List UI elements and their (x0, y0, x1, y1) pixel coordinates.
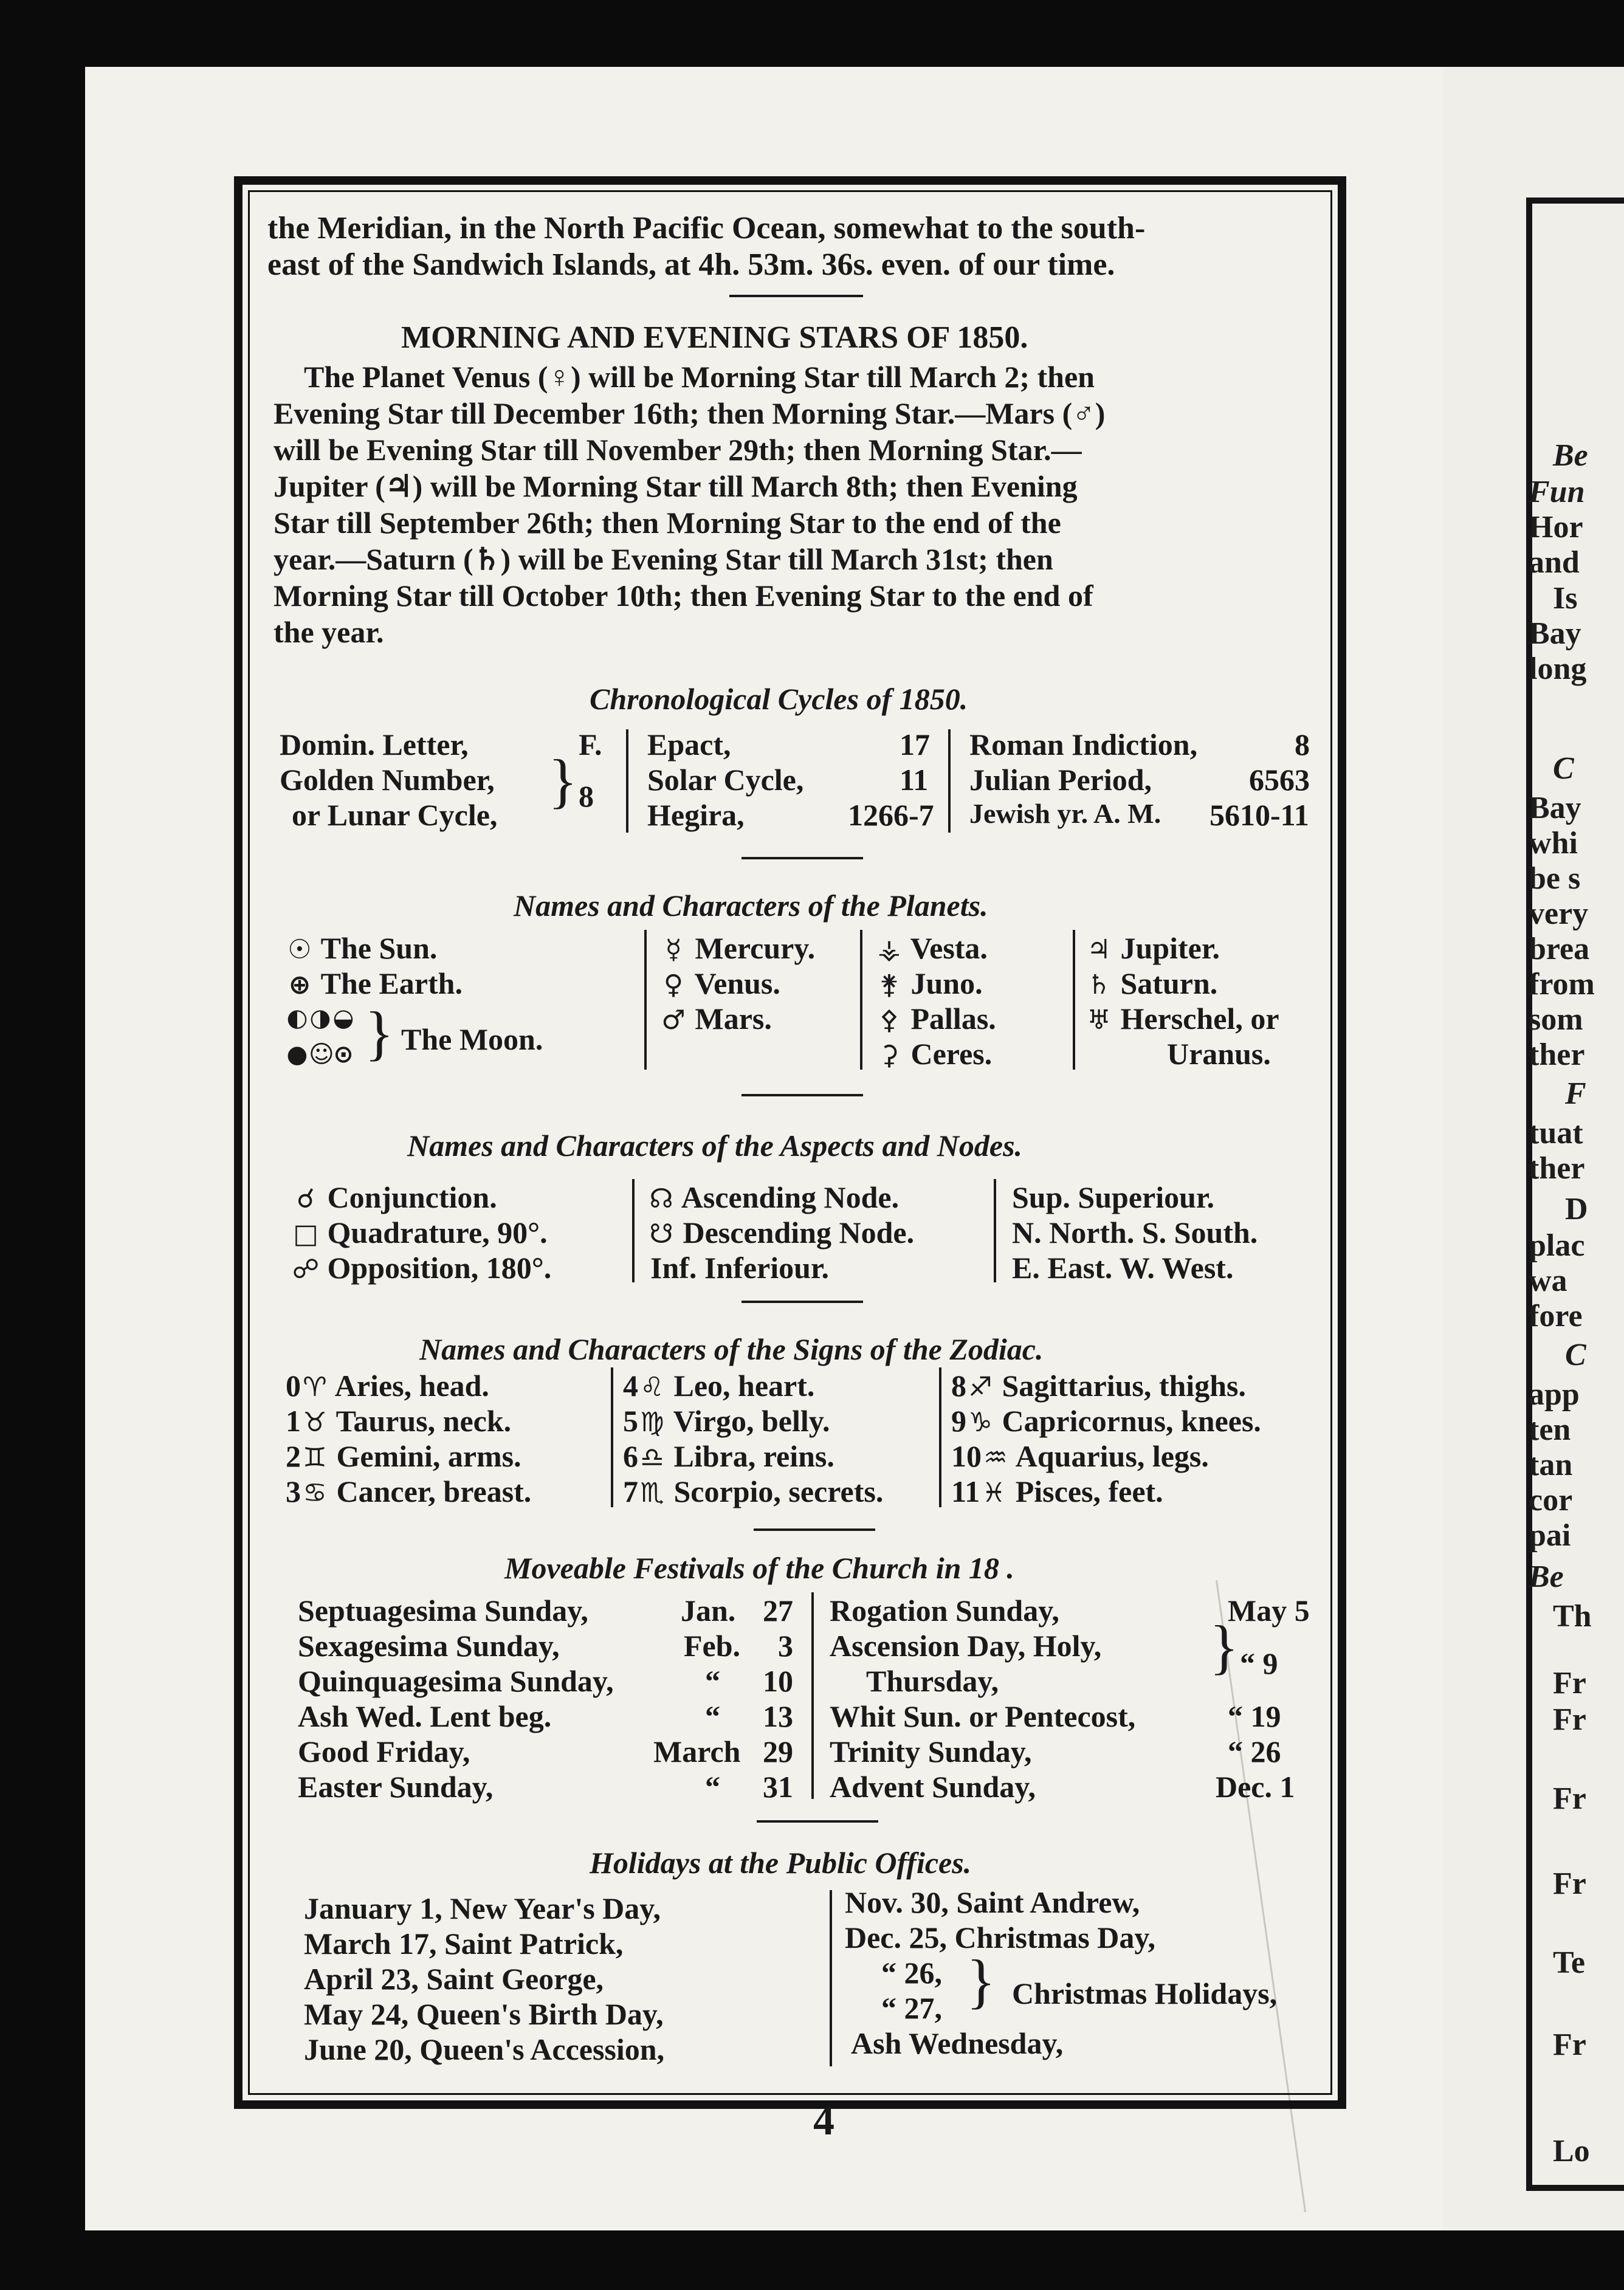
holiday-item: “ 26, (881, 1956, 942, 1990)
right-page-fragment: brea (1529, 932, 1590, 966)
planet-label: Herschel, or (1120, 1002, 1279, 1036)
saturn-icon: ♄ (1087, 969, 1111, 1000)
mercury-icon: ☿ (665, 934, 682, 965)
cycle-value: 6563 (1249, 763, 1310, 797)
zodiac-number: 8 (951, 1369, 966, 1403)
right-page-fragment: Fr (1553, 1781, 1586, 1816)
right-page-fragment: Fun (1529, 475, 1585, 509)
moon-phase-icon: ⊙ (333, 1040, 354, 1068)
holiday-item: Dec. 25, Christmas Day, (845, 1920, 1156, 1955)
holiday-item: Ash Wednesday, (851, 2026, 1064, 2060)
stars-line: Evening Star till December 16th; then Morning Star.—Mars (♂) (274, 396, 1106, 430)
zodiac-label: Cancer, breast. (336, 1474, 532, 1508)
vesta-icon: ⚶ (878, 934, 901, 965)
planet-label: Mars. (695, 1002, 772, 1036)
zodiac-number: 1 (286, 1404, 301, 1438)
cycle-label: Hegira, (647, 798, 745, 832)
abbrev-label: Sup. Superiour. (1012, 1180, 1215, 1214)
intro-line-2: east of the Sandwich Islands, at 4h. 53m. 36s. even. of our time. (267, 247, 1115, 282)
moon-phase-icons (286, 1042, 355, 1067)
node-label: Descending Node. (683, 1215, 915, 1250)
quadrature-icon: □ (293, 1219, 318, 1250)
right-page-fragment: Te (1553, 1945, 1585, 1980)
festival-label: Trinity Sunday, (830, 1735, 1032, 1769)
zodiac-number: 10 (951, 1439, 982, 1473)
zodiac-label: Pisces, feet. (1015, 1474, 1163, 1508)
holiday-item: April 23, Saint George, (304, 1962, 604, 1996)
stars-line: Morning Star till October 10th; then Evening Star to the end of (274, 579, 1093, 613)
moon-label: The Moon. (401, 1022, 543, 1056)
abbrev-label: E. East. W. West. (1012, 1251, 1234, 1285)
aspect-label: Conjunction. (327, 1180, 497, 1214)
right-page-fragment: and (1529, 545, 1580, 580)
opposition-icon: ☍ (292, 1254, 320, 1285)
zodiac-label: Leo, heart. (673, 1369, 815, 1403)
column-divider (632, 1179, 635, 1282)
zodiac-number: 6 (623, 1439, 638, 1473)
christmas-holidays-label: Christmas Holidays, (1012, 1976, 1278, 2010)
column-divider (611, 1367, 613, 1507)
right-page-fragment: Is (1553, 581, 1578, 616)
festival-month: “ (705, 1770, 720, 1804)
intro-line-1: the Meridian, in the North Pacific Ocean, somewhat to the south- (267, 211, 1146, 246)
cancer-icon: ♋ (303, 1477, 327, 1508)
zodiac-number: 3 (286, 1474, 301, 1508)
zodiac-label: Gemini, arms. (336, 1439, 521, 1473)
cycle-value: 8 (579, 779, 594, 813)
holiday-item: May 24, Queen's Birth Day, (304, 1997, 664, 2031)
right-page-fragment: Be (1553, 438, 1588, 473)
column-divider (811, 1592, 814, 1799)
right-page-fragment: ther (1529, 1151, 1585, 1186)
sun-icon: ☉ (287, 934, 312, 965)
right-page-fragment: wa (1529, 1264, 1567, 1298)
divider (741, 1094, 863, 1096)
brace-icon: } (1209, 1613, 1239, 1680)
cycle-label: Epact, (647, 727, 731, 762)
right-page-fragment: Be (1529, 1559, 1564, 1594)
cycle-label: Julian Period, (969, 763, 1152, 797)
zodiac-number: 0 (286, 1369, 301, 1403)
cycle-value: 17 (900, 727, 930, 762)
aquarius-icon: ♒ (983, 1442, 1008, 1473)
zodiac-title: Names and Characters of the Signs of the Zodiac. (419, 1332, 1044, 1366)
cycle-value: 1266-7 (848, 798, 934, 832)
festival-month: “ (705, 1664, 720, 1698)
planet-label: Ceres. (910, 1037, 993, 1071)
column-divider (939, 1367, 941, 1507)
festival-day: 13 (763, 1699, 793, 1733)
moon-phase-icon: ◐ (286, 1004, 308, 1032)
aries-icon: ♈ (303, 1372, 327, 1403)
festival-date: “ 9 (1240, 1646, 1278, 1680)
cycle-value: 11 (900, 763, 929, 797)
right-page-fragment: D (1565, 1192, 1588, 1226)
right-page-fragment: C (1565, 1338, 1586, 1372)
planet-label: Juno. (910, 966, 983, 1000)
scorpio-icon: ♏ (640, 1477, 664, 1508)
leo-icon: ♌ (640, 1372, 664, 1403)
sagittarius-icon: ♐ (968, 1372, 993, 1403)
right-page-fragment: whi (1529, 826, 1578, 861)
zodiac-label: Aquarius, legs. (1015, 1439, 1209, 1473)
stars-line: The Planet Venus (♀) will be Morning Star till March 2; then (304, 360, 1095, 394)
pisces-icon: ♓ (982, 1477, 1006, 1508)
right-page-fragment: ten (1529, 1412, 1571, 1447)
zodiac-label: Aries, head. (334, 1369, 489, 1403)
right-page-fragment: fore (1529, 1299, 1583, 1333)
column-divider (1073, 930, 1075, 1070)
festival-label: Ash Wed. Lent beg. (298, 1699, 552, 1733)
holidays-title: Holidays at the Public Offices. (590, 1846, 972, 1880)
festival-label: Advent Sunday, (830, 1770, 1036, 1804)
planet-label: Venus. (694, 966, 780, 1000)
festival-day: 27 (763, 1594, 793, 1628)
zodiac-label: Libra, reins. (673, 1439, 834, 1473)
festival-day: 3 (778, 1629, 793, 1663)
holiday-item: Nov. 30, Saint Andrew, (845, 1885, 1140, 1919)
planet-label: The Earth. (320, 966, 463, 1000)
right-page-fragment: tuat (1529, 1116, 1583, 1150)
libra-icon: ♎ (640, 1442, 664, 1473)
festival-label: Whit Sun. or Pentecost, (830, 1699, 1136, 1733)
cycle-label: Domin. Letter, (280, 727, 469, 762)
earth-icon: ⊕ (288, 969, 311, 1000)
festival-date: “ 19 (1228, 1699, 1281, 1733)
zodiac-number: 9 (951, 1404, 966, 1438)
virgo-icon: ♍ (640, 1407, 664, 1438)
zodiac-number: 5 (623, 1404, 638, 1438)
planet-label: Jupiter. (1120, 931, 1220, 965)
brace-icon: } (548, 747, 577, 814)
right-page-fragment: C (1553, 751, 1574, 786)
stars-line: year.—Saturn (♄) will be Evening Star till March 31st; then (274, 542, 1053, 576)
right-page-fragment: F (1565, 1076, 1586, 1111)
zodiac-label: Scorpio, secrets. (673, 1474, 884, 1508)
stars-line: will be Evening Star till November 29th; then Morning Star.— (274, 433, 1082, 467)
festival-day: 29 (763, 1735, 793, 1769)
right-page-fragment: Lo (1553, 2134, 1590, 2168)
divider (741, 1301, 863, 1303)
zodiac-label: Sagittarius, thighs. (1002, 1369, 1246, 1403)
right-page-fragment: Fr (1553, 2027, 1586, 2062)
right-page-fragment: Fr (1553, 1702, 1586, 1737)
festival-label: Good Friday, (298, 1735, 470, 1769)
planet-label: The Sun. (320, 931, 438, 965)
divider (741, 857, 863, 859)
festival-month: Feb. (684, 1629, 741, 1663)
holiday-item: March 17, Saint Patrick, (304, 1927, 624, 1961)
column-divider (994, 1179, 996, 1282)
festival-day: 31 (763, 1770, 793, 1804)
aspect-label: Opposition, 180°. (327, 1251, 552, 1285)
zodiac-label: Virgo, belly. (673, 1404, 830, 1438)
festival-label: Sexagesima Sunday, (298, 1629, 560, 1663)
right-page-fragment: Bay (1529, 791, 1581, 825)
planet-label: Vesta. (910, 931, 988, 965)
stars-line: Jupiter (♃) will be Morning Star till March 8th; then Evening (274, 469, 1078, 503)
moon-phase-icon: ◑ (309, 1004, 331, 1032)
planet-label: Pallas. (910, 1002, 996, 1036)
festival-label: Thursday, (866, 1664, 999, 1698)
zodiac-number: 11 (951, 1474, 980, 1508)
moon-phase-icon: ☺ (309, 1040, 334, 1068)
festival-label: Septuagesima Sunday, (298, 1594, 588, 1628)
cycle-label: Roman Indiction, (969, 727, 1198, 762)
festival-date: “ 26 (1228, 1735, 1281, 1769)
brace-icon: } (365, 999, 394, 1067)
stars-title: MORNING AND EVENING STARS OF 1850. (401, 320, 1028, 355)
herschel-icon: ♅ (1087, 1005, 1111, 1036)
right-page-fragment: ther (1529, 1037, 1585, 1072)
right-page-fragment: plac (1529, 1228, 1585, 1263)
pallas-icon: ⚴ (879, 1005, 900, 1036)
cycle-label: Jewish yr. A. M. (969, 798, 1161, 829)
taurus-icon: ♉ (303, 1407, 327, 1438)
festival-label: Ascension Day, Holy, (830, 1629, 1102, 1663)
right-page-fragment: Fr (1553, 1666, 1586, 1700)
zodiac-label: Capricornus, knees. (1002, 1404, 1261, 1438)
moon-phase-icon: ◒ (332, 1004, 354, 1032)
festival-month: “ (705, 1699, 720, 1733)
right-page-fragment: app (1529, 1377, 1580, 1412)
divider (754, 1528, 875, 1531)
column-divider (860, 930, 862, 1070)
planet-label: Saturn. (1120, 966, 1218, 1000)
aspect-label: Quadrature, 90°. (327, 1215, 548, 1250)
festival-month: March (653, 1735, 741, 1769)
zodiac-number: 2 (286, 1439, 301, 1473)
juno-icon: ⚵ (879, 969, 900, 1000)
cycles-title: Chronological Cycles of 1850. (590, 682, 968, 716)
holiday-item: “ 27, (881, 1991, 942, 2025)
festival-label: Quinquagesima Sunday, (298, 1664, 614, 1698)
right-page-fragment: from (1529, 967, 1595, 1002)
festival-date: May 5 (1228, 1594, 1310, 1628)
cycle-label: or Lunar Cycle, (292, 798, 498, 832)
column-divider (644, 930, 647, 1070)
right-page-fragment: pai (1529, 1518, 1571, 1553)
stars-line: Star till September 26th; then Morning Star to the end of the (274, 506, 1061, 540)
conjunction-icon: ☌ (297, 1183, 315, 1214)
node-label: Inf. Inferiour. (650, 1251, 830, 1285)
stars-line: the year. (274, 615, 384, 649)
brace-icon: } (966, 1947, 996, 2015)
right-page-fragment: Hor (1529, 510, 1583, 545)
capricorn-icon: ♑ (968, 1407, 993, 1438)
planets-title: Names and Characters of the Planets. (514, 889, 988, 923)
festival-day: 10 (763, 1664, 793, 1698)
right-page-fragment: be s (1529, 861, 1581, 896)
right-page-fragment: Th (1553, 1599, 1592, 1634)
right-page-fragment: Fr (1553, 1866, 1586, 1901)
divider (757, 1820, 878, 1823)
right-page-fragment: tan (1529, 1448, 1573, 1482)
right-page-fragment: som (1529, 1002, 1583, 1037)
zodiac-number: 4 (623, 1369, 638, 1403)
holiday-item: January 1, New Year's Day, (304, 1891, 661, 1925)
festivals-title: Moveable Festivals of the Church in 18 . (504, 1551, 1014, 1585)
right-page-fragment: cor (1529, 1483, 1573, 1518)
gemini-icon: ♊ (303, 1442, 327, 1473)
festival-month: Jan. (681, 1594, 736, 1628)
planet-label: Mercury. (695, 931, 816, 965)
zodiac-number: 7 (623, 1474, 638, 1508)
venus-icon: ♀ (663, 969, 684, 1000)
moon-phase-icons (286, 1006, 355, 1030)
abbrev-label: N. North. S. South. (1012, 1215, 1258, 1250)
divider (729, 295, 863, 297)
festival-label: Easter Sunday, (298, 1770, 494, 1804)
festival-label: Rogation Sunday, (830, 1594, 1059, 1628)
festival-date: Dec. 1 (1216, 1770, 1295, 1804)
mars-icon: ♂ (661, 1005, 686, 1036)
node-label: Ascending Node. (681, 1180, 900, 1214)
column-divider (830, 1890, 832, 2066)
moon-phase-icon: ● (286, 1040, 308, 1068)
right-page-fragment: long (1529, 652, 1587, 686)
column-divider (948, 729, 951, 833)
cycle-label: Golden Number, (280, 763, 495, 797)
ceres-icon: ⚳ (879, 1040, 900, 1071)
holiday-item: June 20, Queen's Accession, (304, 2032, 665, 2066)
right-page-fragment: very (1529, 896, 1589, 931)
page-number: 4 (813, 2097, 834, 2144)
cycle-value: F. (579, 727, 602, 762)
cycle-label: Solar Cycle, (647, 763, 804, 797)
zodiac-label: Taurus, neck. (335, 1404, 512, 1438)
aspects-title: Names and Characters of the Aspects and Nodes. (407, 1129, 1023, 1163)
right-page-fragment: Bay (1529, 616, 1581, 651)
jupiter-icon: ♃ (1087, 934, 1111, 965)
ascending-node-icon: ☊ (649, 1183, 673, 1214)
planet-label: Uranus. (1167, 1037, 1271, 1071)
descending-node-icon: ☋ (649, 1219, 673, 1250)
cycle-value: 8 (1295, 727, 1310, 762)
column-divider (626, 729, 628, 833)
cycle-value: 5610-11 (1209, 798, 1309, 832)
